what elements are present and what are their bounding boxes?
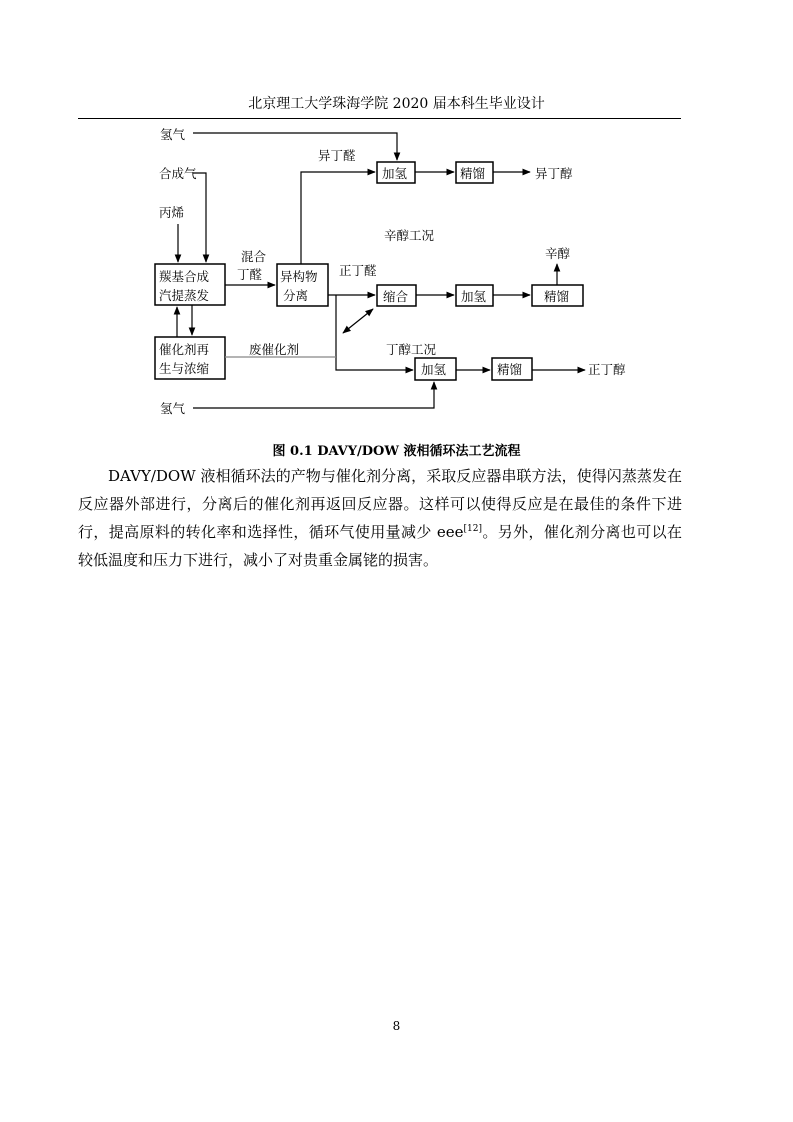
n-butanol-label: 正丁醇 bbox=[588, 362, 626, 377]
citation[interactable]: [12] bbox=[463, 524, 483, 534]
octanol-label: 辛醇 bbox=[545, 246, 571, 261]
isobutanal-line bbox=[301, 172, 375, 264]
reactor-label-2: 汽提蒸发 bbox=[159, 288, 210, 303]
mixed-butanal-label-1: 混合 bbox=[241, 249, 267, 264]
switch-arrow bbox=[343, 309, 373, 333]
syngas-line bbox=[193, 173, 206, 262]
n-butanal-label: 正丁醛 bbox=[339, 263, 377, 278]
distill-but-label: 精馏 bbox=[497, 362, 523, 377]
isobutanol-label: 异丁醇 bbox=[535, 166, 573, 181]
h2-bottom-line bbox=[193, 382, 434, 408]
mixed-butanal-label-2: 丁醛 bbox=[237, 267, 263, 282]
butanol-condition-label: 丁醇工况 bbox=[386, 342, 437, 357]
figure-caption: 图 0.1 DAVY/DOW 液相循环法工艺流程 bbox=[272, 444, 521, 459]
syngas-label: 合成气 bbox=[159, 166, 197, 181]
catalyst-label-1: 催化剂再 bbox=[159, 342, 210, 357]
hydro-but-label: 加氢 bbox=[421, 362, 447, 377]
propylene-label: 丙烯 bbox=[159, 205, 185, 220]
octanol-condition-label: 辛醇工况 bbox=[384, 228, 435, 243]
distill-oct-label: 精馏 bbox=[544, 289, 570, 304]
isobutanal-label: 异丁醛 bbox=[318, 148, 356, 163]
hydro-iso-label: 加氢 bbox=[382, 166, 408, 181]
catalyst-label-2: 生与浓缩 bbox=[159, 361, 210, 376]
isomer-label-2: 分离 bbox=[283, 288, 309, 303]
body-paragraph bbox=[78, 462, 682, 574]
distill-iso-label: 精馏 bbox=[460, 166, 486, 181]
reactor-label-1: 羰基合成 bbox=[159, 269, 210, 284]
process-flow-diagram bbox=[0, 0, 793, 440]
waste-catalyst-label: 废催化剂 bbox=[249, 342, 300, 357]
page-number: 8 bbox=[392, 1019, 401, 1033]
paragraph-text-after: 。另外，催化剂分离也可以在较低温度和压力下进行，减小了对贵重金属铑的损害。 bbox=[78, 523, 682, 569]
isomer-label-1: 异构物 bbox=[280, 269, 318, 284]
h2-top-line bbox=[193, 133, 397, 160]
paragraph-text: DAVY/DOW 液相循环法的产物与催化剂分离，采取反应器串联方法，使得闪蒸蒸发在反应器外部进行，分离后的催化剂再返回反应器。这样可以使得反应是在最佳的条件下进行，提高原料的转化率和选择性，循环气使用量减少 eee bbox=[78, 467, 682, 541]
hydrogen-top-label: 氢气 bbox=[160, 127, 186, 142]
page-header: 北京理工大学珠海学院 2020 届本科生毕业设计 bbox=[248, 96, 545, 112]
hydro-oct-label: 加氢 bbox=[461, 289, 487, 304]
hydrogen-bottom-label: 氢气 bbox=[160, 401, 186, 416]
condensation-label: 缩合 bbox=[383, 289, 409, 304]
